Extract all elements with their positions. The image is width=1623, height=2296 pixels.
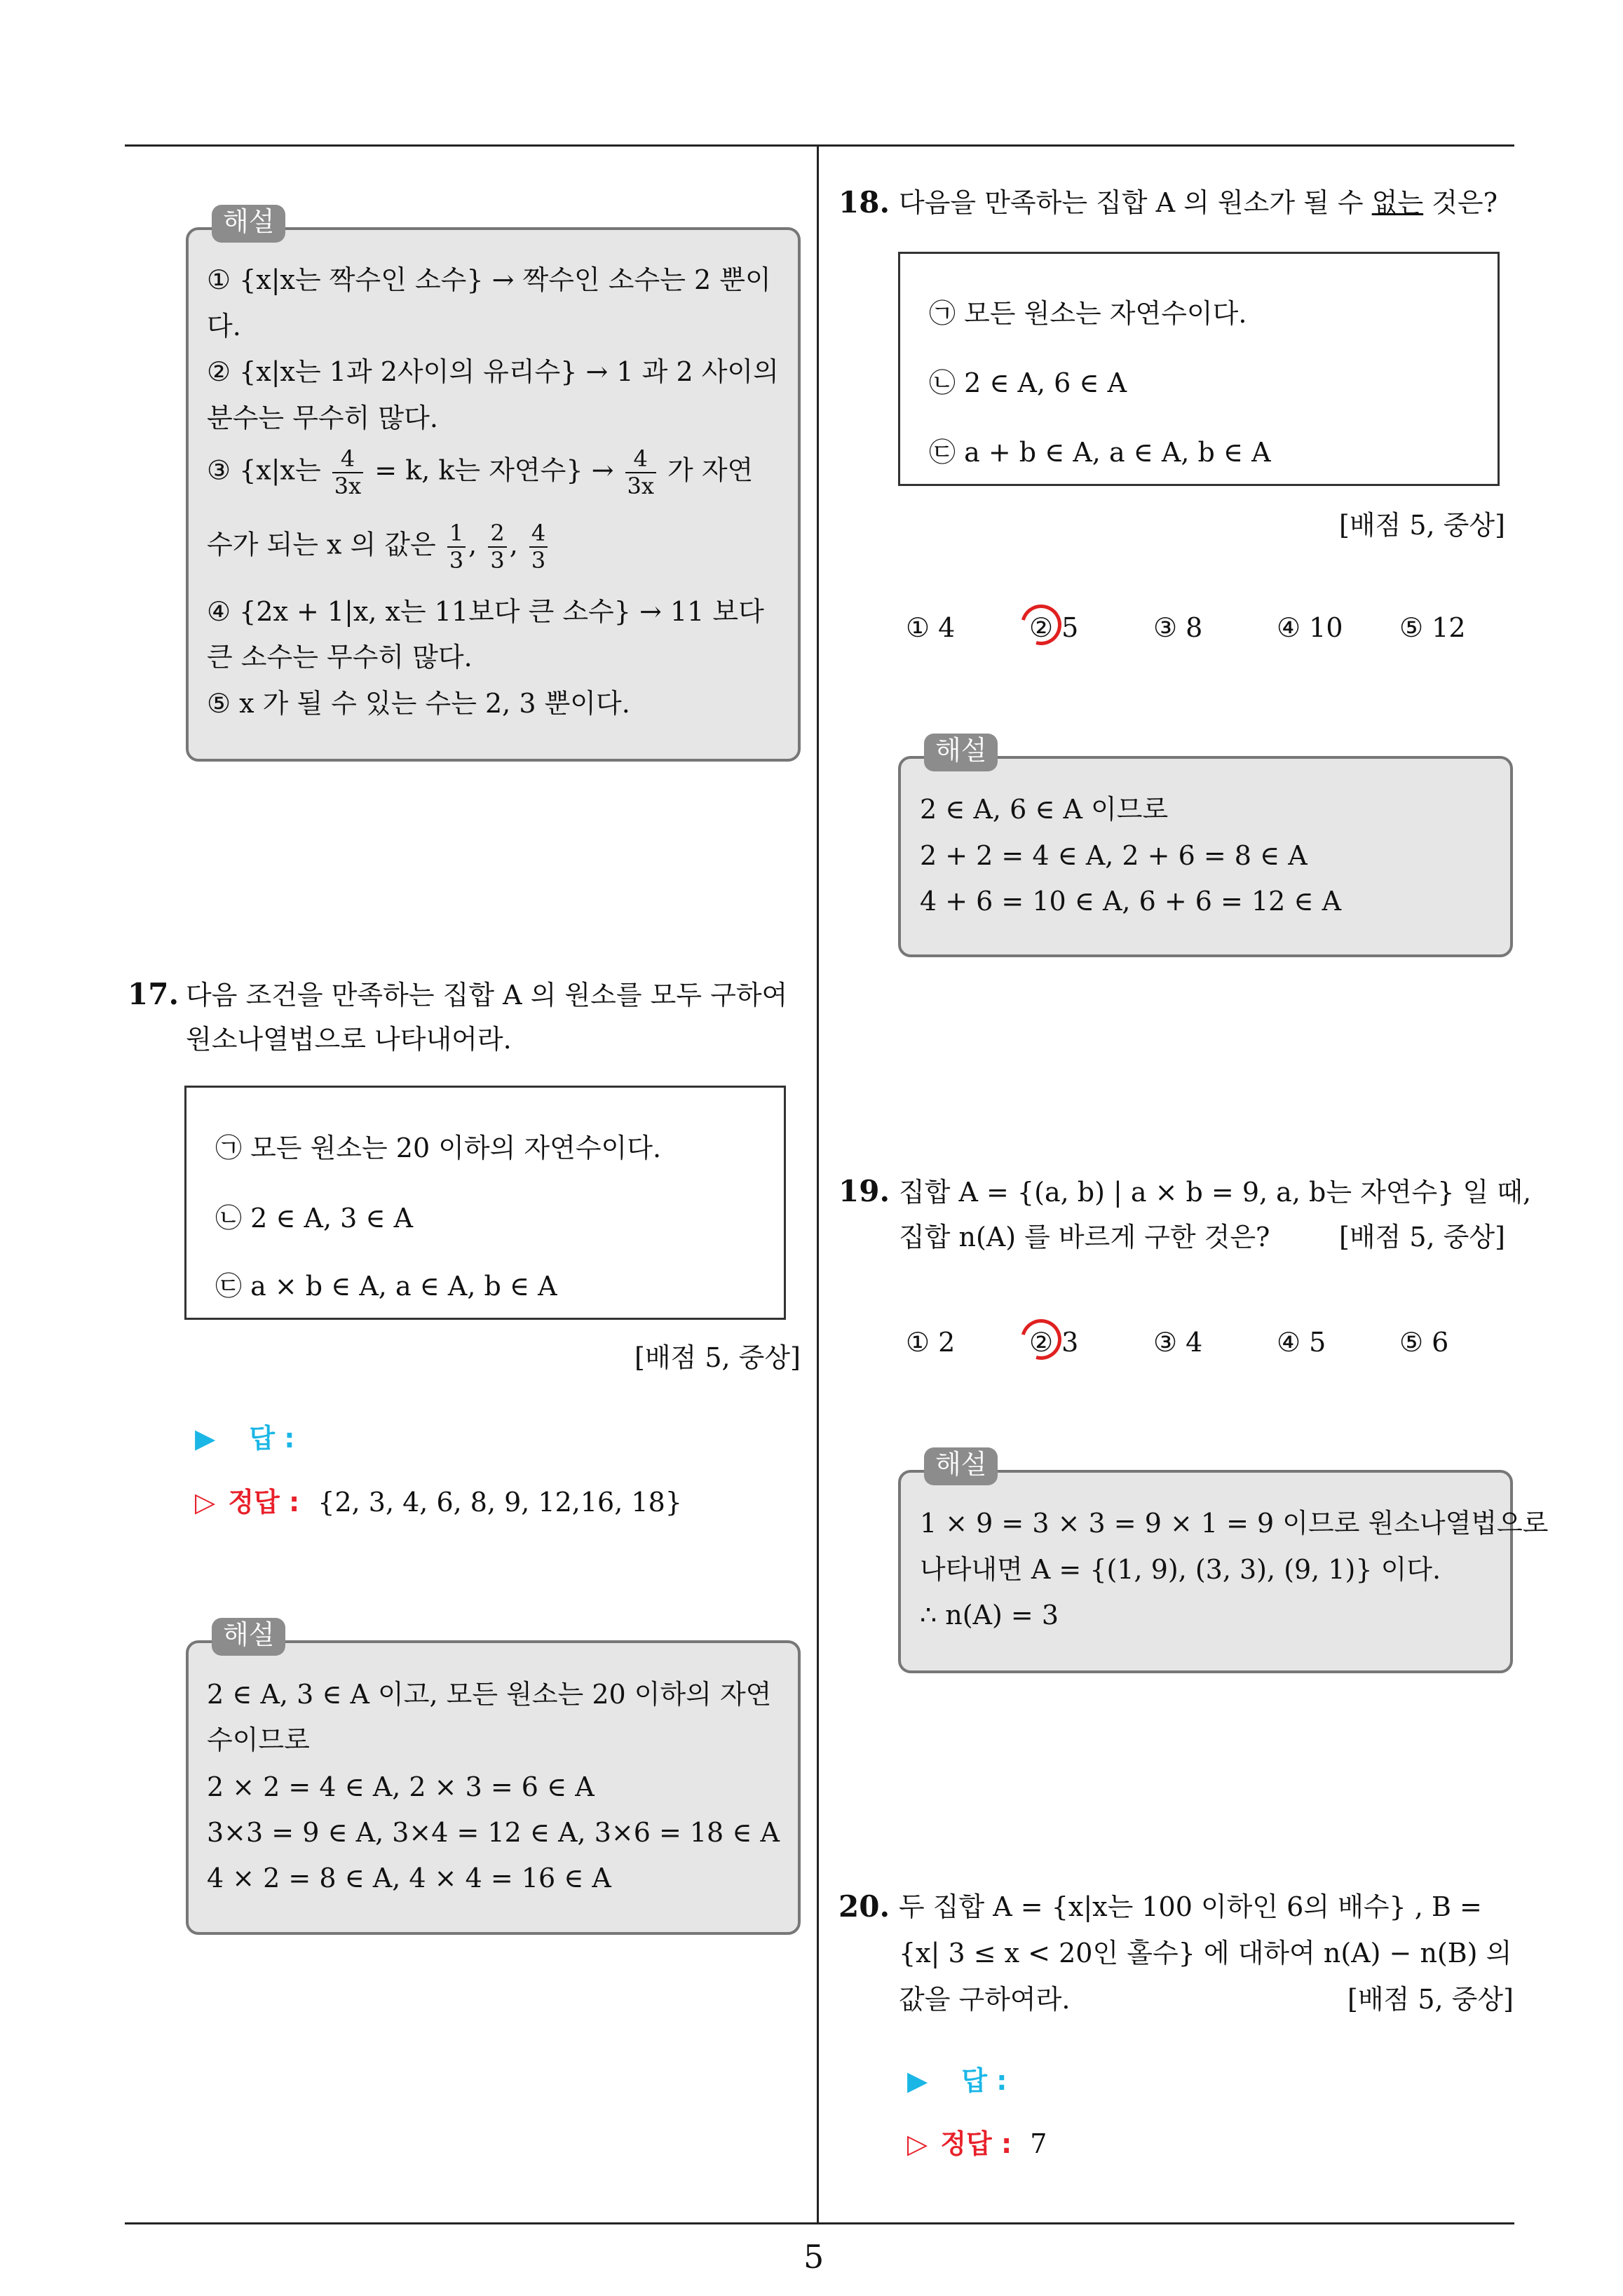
- q20-number: 20.: [838, 1889, 890, 1924]
- q20-correct-label: 정답 :: [940, 2128, 1012, 2159]
- q17-answer-row: [195, 1425, 294, 1452]
- q18-text-underlined: 없는: [1371, 187, 1424, 218]
- page-number: 5: [803, 2238, 824, 2276]
- q17-sol-line-4: 3×3 = 9 ∈ A, 3×4 = 12 ∈ A, 3×6 = 18 ∈ A: [207, 1817, 780, 1848]
- q16-fraction-2-3: [488, 520, 506, 574]
- q17-sol-line-3: 2 × 2 = 4 ∈ A, 2 × 3 = 6 ∈ A: [207, 1771, 595, 1802]
- q20-correct-row: [907, 2130, 1047, 2157]
- q16-sol-line-3: ② {x|x는 1과 2사이의 유리수} → 1 과 2 사이의: [207, 356, 779, 387]
- q17-answer-label: 답 :: [249, 1423, 295, 1454]
- q17-text-1: 다음 조건을 만족하는 집합 A 의 원소를 모두 구하여: [186, 980, 788, 1011]
- fraction-num: 4: [529, 520, 548, 548]
- column-divider: [817, 144, 819, 2224]
- fraction-num: 1: [447, 520, 466, 548]
- q17-correct-row: [195, 1487, 682, 1518]
- selected-circle-mark: [1013, 597, 1068, 652]
- q18-condition-1: ㉠ 모든 원소는 자연수이다.: [929, 298, 1247, 329]
- q18-sol-line-3: 4 + 6 = 10 ∈ A, 6 + 6 = 12 ∈ A: [920, 886, 1342, 917]
- q16-sol-line-2: 다.: [207, 311, 241, 342]
- q16-sol-line-5b: = k, k는 자연수} →: [374, 454, 614, 486]
- q16-sol-line-1: ① {x|x는 짝수인 소수} → 짝수인 소수는 2 뿐이: [207, 264, 771, 295]
- q19-choice-2[interactable]: ② 3: [1029, 1327, 1079, 1358]
- q18-condition-2: ㉡ 2 ∈ A, 6 ∈ A: [929, 367, 1127, 398]
- q19-sol-line-1: 1 × 9 = 3 × 3 = 9 × 1 = 9 이므로 원소나열법으로: [920, 1508, 1549, 1539]
- q17-text-2: 원소나열법으로 나타내어라.: [186, 1024, 512, 1055]
- q18-sol-line-2: 2 + 2 = 4 ∈ A, 2 + 6 = 8 ∈ A: [920, 840, 1308, 871]
- q17-solution-tag: 해설: [212, 1618, 285, 1656]
- q18-number: 18.: [838, 185, 890, 220]
- fraction-den: 3: [531, 546, 546, 574]
- play-arrow-icon: ▶: [195, 1423, 216, 1454]
- top-rule: [125, 144, 1514, 147]
- q19-text-1: 집합 A = {(a, b) | a × b = 9, a, b는 자연수} 일 때,: [899, 1177, 1532, 1208]
- q18-text: [899, 189, 1498, 216]
- q19-choice-3[interactable]: ③ 4: [1153, 1327, 1203, 1358]
- q16-sol-line-4: 분수는 무수히 많다.: [207, 403, 438, 433]
- q17-condition-1: ㉠ 모든 원소는 20 이하의 자연수이다.: [215, 1133, 662, 1163]
- fraction-den: 3: [449, 546, 464, 574]
- q16-fraction-4-3x: [332, 446, 363, 499]
- q18-text-post: 것은?: [1423, 187, 1498, 218]
- q19-sol-line-3: ∴ n(A) = 3: [920, 1600, 1059, 1630]
- q16-fraction-4-3x-b: [625, 446, 656, 499]
- q20-text-2: {x| 3 ≤ x < 20인 홀수} 에 대하여 n(A) − n(B) 의: [899, 1938, 1512, 1969]
- q17-correct-value: {2, 3, 4, 6, 8, 9, 12,16, 18}: [318, 1487, 682, 1518]
- q19-choice-4[interactable]: ④ 5: [1277, 1327, 1326, 1358]
- q20-correct-value: 7: [1030, 2128, 1047, 2159]
- q19-solution-tag: 해설: [924, 1447, 998, 1485]
- q18-choice-4[interactable]: ④ 10: [1277, 612, 1343, 643]
- q19-sol-line-2: 나타내면 A = {(1, 9), (3, 3), (9, 1)} 이다.: [920, 1554, 1441, 1585]
- q16-solution-tag: 해설: [212, 205, 285, 243]
- q17-correct-label: 정답 :: [228, 1487, 300, 1518]
- fraction-den: 3x: [627, 472, 654, 499]
- q19-text-2: 집합 n(A) 를 바르게 구한 것은?: [899, 1222, 1270, 1252]
- q20-text-3: 값을 구하여라.: [899, 1984, 1071, 2015]
- outline-arrow-icon: ▷: [195, 1487, 216, 1518]
- q17-sol-line-2: 수이므로: [207, 1724, 310, 1755]
- q16-sol-line-8: 큰 소수는 무수히 많다.: [207, 642, 473, 673]
- q18-solution-tag: 해설: [924, 734, 998, 771]
- q19-choice-5[interactable]: ⑤ 6: [1399, 1327, 1449, 1358]
- q16-sol-line-5a: ③ {x|x는: [207, 454, 321, 486]
- q18-choice-5[interactable]: ⑤ 12: [1399, 612, 1466, 643]
- q16-sol-line-5d: 가 자연: [667, 454, 754, 486]
- q20-answer-row: [907, 2067, 1007, 2094]
- q19-score: [배점 5, 중상]: [1339, 1222, 1505, 1252]
- q16-sol-line-9: ⑤ x 가 될 수 있는 수는 2, 3 뿐이다.: [207, 688, 630, 719]
- q20-text-1: 두 집합 A = {x|x는 100 이하인 6의 배수} , B =: [899, 1891, 1482, 1922]
- q18-condition-3: ㉢ a + b ∈ A, a ∈ A, b ∈ A: [929, 437, 1271, 468]
- q18-choice-2[interactable]: ② 5: [1029, 612, 1079, 643]
- fraction-den: 3: [490, 546, 505, 574]
- q20-answer-label: 답 :: [961, 2065, 1007, 2096]
- fraction-den: 3x: [334, 472, 362, 499]
- q16-sol-line-7: ④ {2x + 1|x, x는 11보다 큰 소수} → 11 보다: [207, 596, 764, 627]
- q16-fraction-4-3: [529, 520, 548, 574]
- q17-sol-line-5: 4 × 2 = 8 ∈ A, 4 × 4 = 16 ∈ A: [207, 1863, 611, 1893]
- bottom-rule: [125, 2222, 1514, 2224]
- q19-number: 19.: [838, 1174, 890, 1208]
- q18-sol-line-1: 2 ∈ A, 6 ∈ A 이므로: [920, 794, 1169, 825]
- q20-score: [배점 5, 중상]: [1347, 1984, 1514, 2015]
- q16-fraction-1-3: [447, 520, 466, 574]
- selected-circle-mark: [1013, 1311, 1068, 1367]
- q17-score: [배점 5, 중상]: [634, 1342, 801, 1373]
- q17-condition-2: ㉡ 2 ∈ A, 3 ∈ A: [215, 1203, 414, 1234]
- q18-score: [배점 5, 중상]: [1339, 510, 1505, 541]
- fraction-num: 4: [625, 446, 656, 473]
- q16-sol-line-6: 수가 되는 x 의 값은 $\frac{1}{3}$ , $\frac{2}{3}$ , $\frac{4}{3}$: [207, 520, 550, 574]
- q17-number: 17.: [128, 977, 179, 1011]
- q19-choice-1[interactable]: ① 2: [906, 1327, 956, 1358]
- q17-sol-line-1: 2 ∈ A, 3 ∈ A 이고, 모든 원소는 20 이하의 자연: [207, 1679, 772, 1710]
- q16-sol-line-5: [207, 446, 753, 499]
- fraction-num: 4: [332, 446, 363, 473]
- outline-arrow-icon: ▷: [907, 2128, 928, 2159]
- play-arrow-icon: ▶: [907, 2065, 928, 2096]
- q18-text-pre: 다음을 만족하는 집합 A 의 원소가 될 수: [899, 187, 1372, 218]
- q16-sol-line-6a: 수가 되는 x 의 값은: [207, 529, 436, 560]
- q18-choice-1[interactable]: ① 4: [906, 612, 956, 643]
- q18-choice-3[interactable]: ③ 8: [1153, 612, 1203, 643]
- q17-condition-3: ㉢ a × b ∈ A, a ∈ A, b ∈ A: [215, 1271, 557, 1302]
- fraction-num: 2: [488, 520, 506, 548]
